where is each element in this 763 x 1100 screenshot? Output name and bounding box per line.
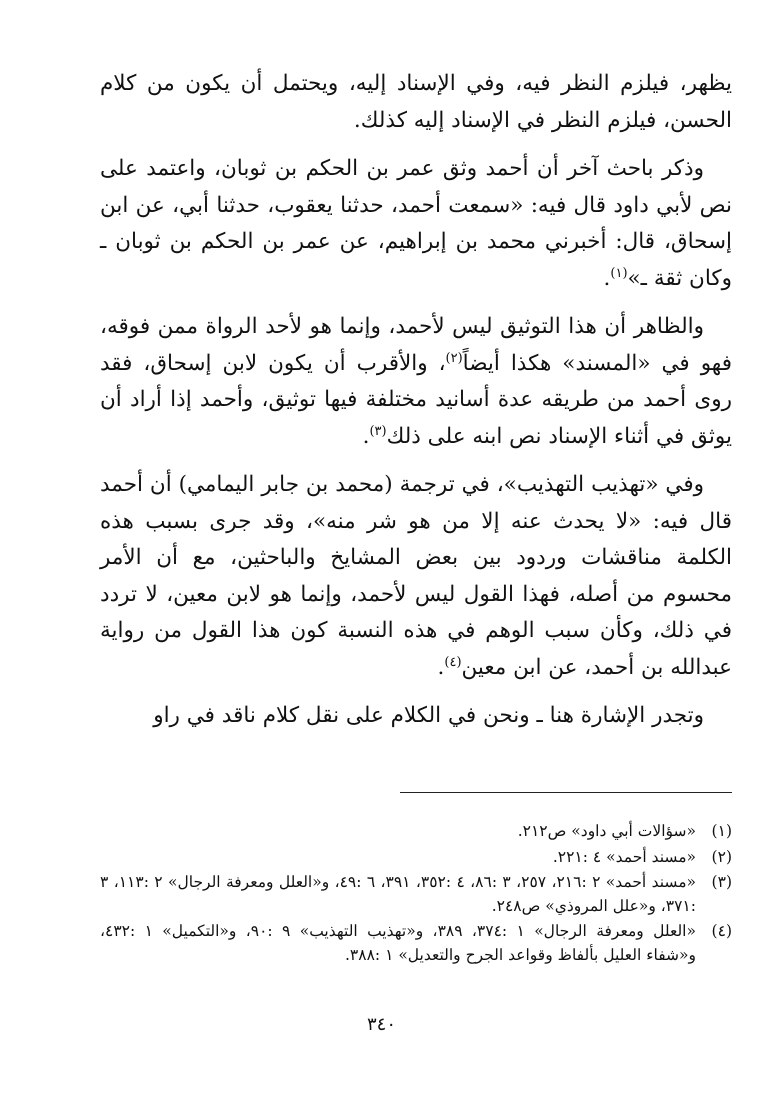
footnote-text: «سؤالات أبي داود» ص٢١٢. — [517, 822, 696, 840]
footnote-text: «العلل ومعرفة الرجال» ١ :٣٧٤، ٣٨٩، و«تهذيب التهذيب» ٩ :٩٠، و«التكميل» ١ :٤٣٢، و«شفاء العليل بألفاظ وقواعد الجرح والتعديل» ١ :٣٨٨. — [100, 922, 696, 964]
footnote-number: (٤) — [711, 922, 732, 940]
footnote-marker: (١) — [610, 265, 628, 281]
main-text — [100, 66, 732, 747]
paragraph-text: والظاهر أن هذا التوثيق ليس لأحمد، وإنما هو لأحد الرواة ممن فوقه، فهو في «المسند» هكذا أيضاً — [100, 314, 732, 376]
paragraph — [100, 467, 732, 686]
footnote-number: (٣) — [711, 873, 732, 891]
paragraph — [100, 698, 732, 735]
paragraph-text: يظهر، فيلزم النظر فيه، وفي الإسناد إليه، ويحتمل أن يكون من كلام الحسن، فيلزم النظر في الإسناد إليه كذلك. — [100, 71, 732, 133]
paragraph-text: وفي «تهذيب التهذيب»، في ترجمة (محمد بن جابر اليمامي) أن أحمد قال فيه: «لا يحدث عنه إلا من هو شر منه»، وقد جرى بسبب هذه الكلمة مناقشات وردود بين بعض المشايخ والباحثين، مع أن الأمر محسوم من أصله، فهذا القول ليس لأحمد، وإنما هو لابن معين، لا تردد في ذلك، وكأن سبب الوهم في هذه النسبة كون هذا القول من رواية عبدالله بن أحمد، عن ابن معين — [100, 472, 732, 680]
footnote — [100, 820, 732, 844]
footnote-text: «مسند أحمد» ٢ :٢١٦، ٢٥٧، ٣ :٨٦، ٤ :٣٥٢، ٣٩١، ٦ :٤٩، و«العلل ومعرفة الرجال» ٢ :١١٣، ٣ :٣٧١، و«علل المروذي» ص٢٤٨. — [100, 873, 697, 915]
paragraph-text: وتجدر الإشارة هنا ـ ونحن في الكلام على نقل كلام ناقد في راو — [153, 703, 704, 728]
paragraph-text: وذكر باحث آخر أن أحمد وثق عمر بن الحكم بن ثوبان، واعتمد على نص لأبي داود قال فيه: «سمعت أحمد، حدثنا يعقوب، حدثنا أبي، عن ابن إسحاق، قال: أخبرني محمد بن إبراهيم، عن عمر بن الحكم بن ثوبان ـ وكان ثقة ـ» — [100, 156, 732, 291]
paragraph — [100, 309, 732, 455]
footnote-text: «مسند أحمد» ٤ :٢٢١. — [552, 847, 696, 866]
footnote-marker: (٣) — [369, 423, 387, 439]
paragraph-text: . — [603, 265, 611, 291]
paragraph — [100, 66, 732, 139]
page-number: ٣٤٠ — [366, 1014, 396, 1035]
footnote-separator — [400, 792, 732, 793]
footnote — [100, 846, 732, 870]
paragraph-text: . — [437, 654, 445, 680]
paragraph — [100, 151, 732, 297]
paragraph-text: . — [362, 423, 370, 449]
footnote-number: (١) — [711, 822, 732, 840]
footnote — [100, 871, 732, 918]
footnote — [100, 920, 732, 967]
footnotes — [100, 820, 732, 969]
footnote-marker: (٤) — [444, 654, 462, 670]
paragraph-text: ، والأقرب أن يكون لابن إسحاق، فقد روى أحمد من طريقه عدة أسانيد مختلفة فيها توثيق، وأحمد إذا أراد أن يوثق في أثناء الإسناد نص ابنه على ذلك — [100, 350, 732, 449]
footnote-marker: (٢) — [445, 350, 463, 366]
footnote-number: (٢) — [711, 847, 732, 866]
